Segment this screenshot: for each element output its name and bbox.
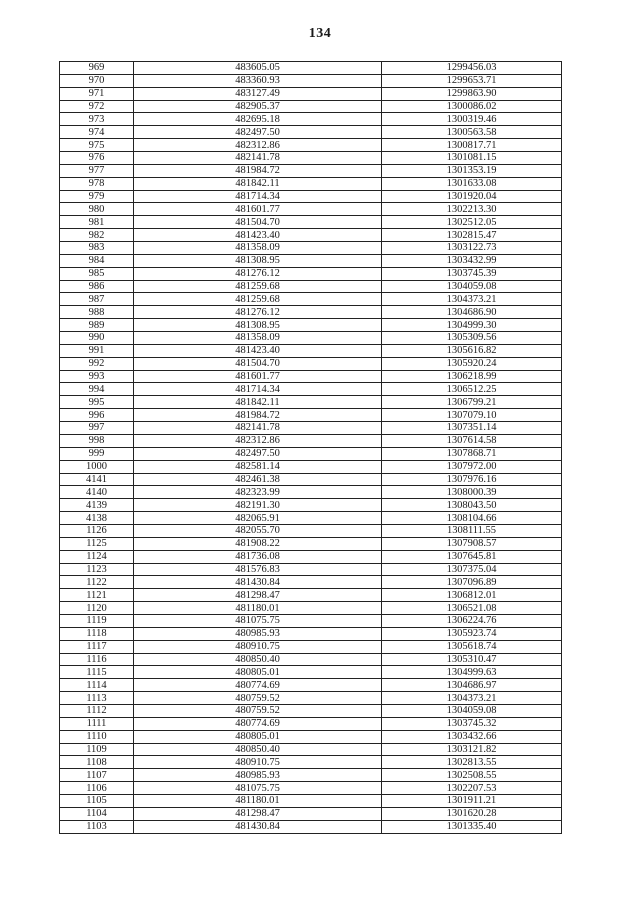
x-coordinate-cell: 481358.09: [134, 242, 382, 255]
y-coordinate-cell: 1304686.97: [382, 679, 562, 692]
y-coordinate-cell: 1304999.63: [382, 666, 562, 679]
y-coordinate-cell: 1305920.24: [382, 357, 562, 370]
x-coordinate-cell: 481504.70: [134, 357, 382, 370]
x-coordinate-cell: 482191.30: [134, 499, 382, 512]
point-number-cell: 1124: [60, 550, 134, 563]
x-coordinate-cell: 481430.84: [134, 576, 382, 589]
table-row: [60, 87, 562, 100]
y-coordinate-cell: 1304059.08: [382, 280, 562, 293]
table-row: [60, 319, 562, 332]
x-coordinate-cell: 482141.78: [134, 152, 382, 165]
table-row: [60, 576, 562, 589]
point-number-cell: 1115: [60, 666, 134, 679]
y-coordinate-cell: 1303432.66: [382, 730, 562, 743]
point-number-cell: 1120: [60, 602, 134, 615]
x-coordinate-cell: 480759.52: [134, 704, 382, 717]
y-coordinate-cell: 1305309.56: [382, 332, 562, 345]
x-coordinate-cell: 481308.95: [134, 319, 382, 332]
x-coordinate-cell: 480910.75: [134, 756, 382, 769]
x-coordinate-cell: 482581.14: [134, 460, 382, 473]
point-number-cell: 1112: [60, 704, 134, 717]
point-number-cell: 1000: [60, 460, 134, 473]
table-row: [60, 589, 562, 602]
point-number-cell: 1107: [60, 769, 134, 782]
table-row: [60, 396, 562, 409]
x-coordinate-cell: 482312.86: [134, 139, 382, 152]
y-coordinate-cell: 1304373.21: [382, 692, 562, 705]
y-coordinate-cell: 1307351.14: [382, 422, 562, 435]
x-coordinate-cell: 481714.34: [134, 383, 382, 396]
point-number-cell: 992: [60, 357, 134, 370]
table-row: [60, 653, 562, 666]
y-coordinate-cell: 1300319.46: [382, 113, 562, 126]
y-coordinate-cell: 1302813.55: [382, 756, 562, 769]
table-row: [60, 640, 562, 653]
point-number-cell: 4141: [60, 473, 134, 486]
point-number-cell: 996: [60, 409, 134, 422]
y-coordinate-cell: 1303121.82: [382, 743, 562, 756]
table-row: [60, 267, 562, 280]
x-coordinate-cell: 480985.93: [134, 627, 382, 640]
x-coordinate-cell: 480985.93: [134, 769, 382, 782]
y-coordinate-cell: 1304059.08: [382, 704, 562, 717]
y-coordinate-cell: 1301620.28: [382, 807, 562, 820]
y-coordinate-cell: 1306799.21: [382, 396, 562, 409]
point-number-cell: 995: [60, 396, 134, 409]
y-coordinate-cell: 1304686.90: [382, 306, 562, 319]
x-coordinate-cell: 482497.50: [134, 126, 382, 139]
y-coordinate-cell: 1307972.00: [382, 460, 562, 473]
point-number-cell: 999: [60, 447, 134, 460]
x-coordinate-cell: 481259.68: [134, 280, 382, 293]
point-number-cell: 983: [60, 242, 134, 255]
table-row: [60, 743, 562, 756]
point-number-cell: 1103: [60, 820, 134, 833]
y-coordinate-cell: 1307096.89: [382, 576, 562, 589]
table-row: [60, 704, 562, 717]
y-coordinate-cell: 1308000.39: [382, 486, 562, 499]
table-row: [60, 563, 562, 576]
x-coordinate-cell: 480850.40: [134, 743, 382, 756]
x-coordinate-cell: 481714.34: [134, 190, 382, 203]
x-coordinate-cell: 481423.40: [134, 344, 382, 357]
x-coordinate-cell: 482695.18: [134, 113, 382, 126]
y-coordinate-cell: 1308111.55: [382, 524, 562, 537]
table-row: [60, 627, 562, 640]
x-coordinate-cell: 483360.93: [134, 74, 382, 87]
point-number-cell: 1125: [60, 537, 134, 550]
y-coordinate-cell: 1301920.04: [382, 190, 562, 203]
y-coordinate-cell: 1304373.21: [382, 293, 562, 306]
point-number-cell: 991: [60, 344, 134, 357]
point-number-cell: 997: [60, 422, 134, 435]
page-number: 134: [308, 26, 332, 41]
table-row: [60, 344, 562, 357]
table-row: [60, 473, 562, 486]
x-coordinate-cell: 481180.01: [134, 794, 382, 807]
x-coordinate-cell: 481842.11: [134, 396, 382, 409]
point-number-cell: 976: [60, 152, 134, 165]
x-coordinate-cell: 481075.75: [134, 782, 382, 795]
point-number-cell: 981: [60, 216, 134, 229]
point-number-cell: 998: [60, 434, 134, 447]
point-number-cell: 4138: [60, 512, 134, 525]
point-number-cell: 1104: [60, 807, 134, 820]
table-row: [60, 499, 562, 512]
y-coordinate-cell: 1299863.90: [382, 87, 562, 100]
y-coordinate-cell: 1302213.30: [382, 203, 562, 216]
point-number-cell: 990: [60, 332, 134, 345]
x-coordinate-cell: 482312.86: [134, 434, 382, 447]
point-number-cell: 971: [60, 87, 134, 100]
point-number-cell: 969: [60, 62, 134, 75]
y-coordinate-cell: 1299456.03: [382, 62, 562, 75]
x-coordinate-cell: 481601.77: [134, 370, 382, 383]
point-number-cell: 984: [60, 254, 134, 267]
table-row: [60, 216, 562, 229]
point-number-cell: 1121: [60, 589, 134, 602]
point-number-cell: 1126: [60, 524, 134, 537]
table-row: [60, 679, 562, 692]
y-coordinate-cell: 1308104.66: [382, 512, 562, 525]
table-row: [60, 113, 562, 126]
table-row: [60, 769, 562, 782]
table-row: [60, 242, 562, 255]
table-row: [60, 717, 562, 730]
point-number-cell: 972: [60, 100, 134, 113]
table-row: [60, 692, 562, 705]
table-row: [60, 164, 562, 177]
y-coordinate-cell: 1305616.82: [382, 344, 562, 357]
x-coordinate-cell: 481358.09: [134, 332, 382, 345]
x-coordinate-cell: 482905.37: [134, 100, 382, 113]
point-number-cell: 987: [60, 293, 134, 306]
point-number-cell: 989: [60, 319, 134, 332]
table-row: [60, 383, 562, 396]
x-coordinate-cell: 480805.01: [134, 666, 382, 679]
x-coordinate-cell: 480805.01: [134, 730, 382, 743]
y-coordinate-cell: 1302508.55: [382, 769, 562, 782]
y-coordinate-cell: 1300817.71: [382, 139, 562, 152]
point-number-cell: 993: [60, 370, 134, 383]
x-coordinate-cell: 481423.40: [134, 229, 382, 242]
x-coordinate-cell: 481736.08: [134, 550, 382, 563]
y-coordinate-cell: 1300563.58: [382, 126, 562, 139]
y-coordinate-cell: 1307079.10: [382, 409, 562, 422]
table-row: [60, 177, 562, 190]
table-row: [60, 434, 562, 447]
y-coordinate-cell: 1300086.02: [382, 100, 562, 113]
x-coordinate-cell: 481298.47: [134, 589, 382, 602]
x-coordinate-cell: 480850.40: [134, 653, 382, 666]
point-number-cell: 985: [60, 267, 134, 280]
table-row: [60, 460, 562, 473]
point-number-cell: 1105: [60, 794, 134, 807]
point-number-cell: 977: [60, 164, 134, 177]
table-row: [60, 126, 562, 139]
y-coordinate-cell: 1301335.40: [382, 820, 562, 833]
x-coordinate-cell: 481984.72: [134, 409, 382, 422]
table-row: [60, 486, 562, 499]
x-coordinate-cell: 482141.78: [134, 422, 382, 435]
y-coordinate-cell: 1301633.08: [382, 177, 562, 190]
point-number-cell: 4139: [60, 499, 134, 512]
x-coordinate-cell: 481576.83: [134, 563, 382, 576]
x-coordinate-cell: 481908.22: [134, 537, 382, 550]
point-number-cell: 1108: [60, 756, 134, 769]
table-row: [60, 614, 562, 627]
x-coordinate-cell: 481601.77: [134, 203, 382, 216]
y-coordinate-cell: 1307645.81: [382, 550, 562, 563]
table-row: [60, 74, 562, 87]
x-coordinate-cell: 481276.12: [134, 306, 382, 319]
point-number-cell: 1122: [60, 576, 134, 589]
y-coordinate-cell: 1299653.71: [382, 74, 562, 87]
y-coordinate-cell: 1306512.25: [382, 383, 562, 396]
x-coordinate-cell: 482323.99: [134, 486, 382, 499]
y-coordinate-cell: 1303432.99: [382, 254, 562, 267]
y-coordinate-cell: 1302207.53: [382, 782, 562, 795]
table-row: [60, 447, 562, 460]
x-coordinate-cell: 480774.69: [134, 717, 382, 730]
point-number-cell: 978: [60, 177, 134, 190]
y-coordinate-cell: 1307976.16: [382, 473, 562, 486]
point-number-cell: 1106: [60, 782, 134, 795]
table-row: [60, 280, 562, 293]
y-coordinate-cell: 1307614.58: [382, 434, 562, 447]
table-row: [60, 524, 562, 537]
y-coordinate-cell: 1302512.05: [382, 216, 562, 229]
point-number-cell: 1114: [60, 679, 134, 692]
x-coordinate-cell: 481298.47: [134, 807, 382, 820]
point-number-cell: 1116: [60, 653, 134, 666]
x-coordinate-cell: 480774.69: [134, 679, 382, 692]
point-number-cell: 1117: [60, 640, 134, 653]
x-coordinate-cell: 482497.50: [134, 447, 382, 460]
point-number-cell: 986: [60, 280, 134, 293]
table-row: [60, 100, 562, 113]
y-coordinate-cell: 1305618.74: [382, 640, 562, 653]
x-coordinate-cell: 481075.75: [134, 614, 382, 627]
point-number-cell: 979: [60, 190, 134, 203]
point-number-cell: 970: [60, 74, 134, 87]
table-row: [60, 370, 562, 383]
y-coordinate-cell: 1303122.73: [382, 242, 562, 255]
point-number-cell: 975: [60, 139, 134, 152]
y-coordinate-cell: 1306224.76: [382, 614, 562, 627]
point-number-cell: 1118: [60, 627, 134, 640]
y-coordinate-cell: 1307868.71: [382, 447, 562, 460]
x-coordinate-cell: 481984.72: [134, 164, 382, 177]
table-row: [60, 820, 562, 833]
y-coordinate-cell: 1303745.39: [382, 267, 562, 280]
y-coordinate-cell: 1304999.30: [382, 319, 562, 332]
table-row: [60, 357, 562, 370]
table-row: [60, 807, 562, 820]
table-row: [60, 602, 562, 615]
table-row: [60, 550, 562, 563]
point-number-cell: 1123: [60, 563, 134, 576]
x-coordinate-cell: 480910.75: [134, 640, 382, 653]
x-coordinate-cell: 481259.68: [134, 293, 382, 306]
y-coordinate-cell: 1308043.50: [382, 499, 562, 512]
table-row: [60, 332, 562, 345]
x-coordinate-cell: 482065.91: [134, 512, 382, 525]
table-row: [60, 254, 562, 267]
table-row: [60, 139, 562, 152]
table-row: [60, 782, 562, 795]
table-row: [60, 666, 562, 679]
y-coordinate-cell: 1302815.47: [382, 229, 562, 242]
x-coordinate-cell: 481842.11: [134, 177, 382, 190]
point-number-cell: 4140: [60, 486, 134, 499]
point-number-cell: 974: [60, 126, 134, 139]
x-coordinate-cell: 483127.49: [134, 87, 382, 100]
table-row: [60, 512, 562, 525]
x-coordinate-cell: 480759.52: [134, 692, 382, 705]
point-number-cell: 988: [60, 306, 134, 319]
table-row: [60, 190, 562, 203]
table-row: [60, 794, 562, 807]
y-coordinate-cell: 1307375.04: [382, 563, 562, 576]
table-row: [60, 537, 562, 550]
table-row: [60, 422, 562, 435]
table-row: [60, 409, 562, 422]
y-coordinate-cell: 1303745.32: [382, 717, 562, 730]
point-number-cell: 1119: [60, 614, 134, 627]
y-coordinate-cell: 1305923.74: [382, 627, 562, 640]
point-number-cell: 980: [60, 203, 134, 216]
y-coordinate-cell: 1305310.47: [382, 653, 562, 666]
point-number-cell: 973: [60, 113, 134, 126]
point-number-cell: 1109: [60, 743, 134, 756]
x-coordinate-cell: 481504.70: [134, 216, 382, 229]
y-coordinate-cell: 1306218.99: [382, 370, 562, 383]
table-row: [60, 152, 562, 165]
x-coordinate-cell: 481308.95: [134, 254, 382, 267]
y-coordinate-cell: 1301911.21: [382, 794, 562, 807]
x-coordinate-cell: 483605.05: [134, 62, 382, 75]
y-coordinate-cell: 1307908.57: [382, 537, 562, 550]
y-coordinate-cell: 1306812.01: [382, 589, 562, 602]
table-row: [60, 730, 562, 743]
point-number-cell: 1111: [60, 717, 134, 730]
x-coordinate-cell: 481430.84: [134, 820, 382, 833]
table-row: [60, 229, 562, 242]
x-coordinate-cell: 481180.01: [134, 602, 382, 615]
x-coordinate-cell: 482461.38: [134, 473, 382, 486]
point-number-cell: 994: [60, 383, 134, 396]
point-number-cell: 1113: [60, 692, 134, 705]
table-row: [60, 62, 562, 75]
table-row: [60, 203, 562, 216]
y-coordinate-cell: 1301081.15: [382, 152, 562, 165]
point-number-cell: 1110: [60, 730, 134, 743]
x-coordinate-cell: 481276.12: [134, 267, 382, 280]
table-row: [60, 306, 562, 319]
coordinates-table-body: [60, 62, 562, 834]
coordinates-table: [59, 61, 562, 834]
y-coordinate-cell: 1306521.08: [382, 602, 562, 615]
x-coordinate-cell: 482055.70: [134, 524, 382, 537]
table-row: [60, 756, 562, 769]
y-coordinate-cell: 1301353.19: [382, 164, 562, 177]
table-row: [60, 293, 562, 306]
point-number-cell: 982: [60, 229, 134, 242]
